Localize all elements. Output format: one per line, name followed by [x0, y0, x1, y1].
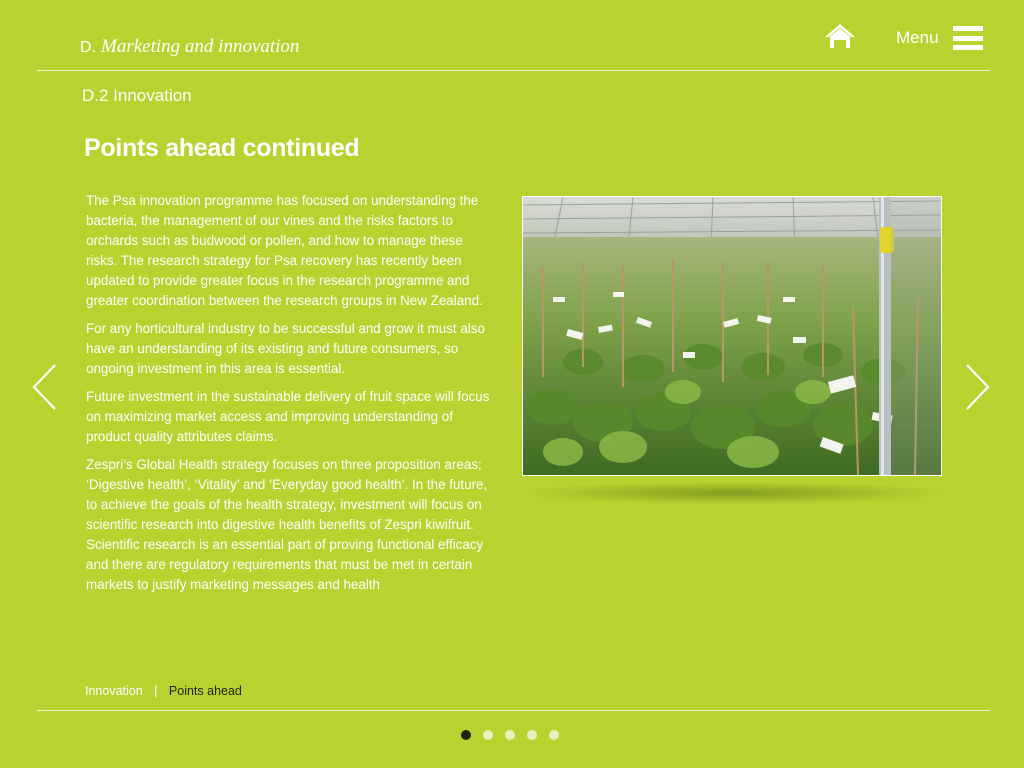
section-title — [80, 36, 299, 58]
section-name: Marketing and innovation — [101, 36, 300, 57]
header-divider — [37, 70, 990, 71]
paragraph: Zespri’s Global Health strategy focuses on three proposition areas; ‘Digestive health’, ‘Vitality’ and ‘Everyday good health’. In the future, to achieve the goals of the health strategy, investment will focus on scientific research into digestive health benefits of Zespri kiwifruit. Scientific research is an essential part of proving functional efficacy and there are regulatory requirements that must be met in certain markets to justify marketing messages and health — [86, 457, 488, 592]
next-page-button[interactable] — [962, 362, 992, 412]
photo-shadow — [528, 482, 938, 504]
greenhouse-image — [523, 197, 941, 475]
pagination — [461, 730, 559, 740]
paragraph: For any horticultural industry to be successful and grow it must also have an understanding of its existing and future consumers, so ongoing investment in this area is essential. — [86, 321, 485, 376]
menu-label: Menu — [896, 28, 939, 47]
footer-divider — [37, 710, 990, 711]
home-icon — [824, 22, 856, 50]
breadcrumb — [85, 684, 242, 698]
body-text — [86, 191, 496, 603]
breadcrumb-separator: | — [154, 684, 158, 698]
home-button[interactable] — [824, 22, 856, 50]
previous-page-button[interactable] — [30, 362, 60, 412]
pagination-dot[interactable] — [483, 730, 493, 740]
chevron-left-icon — [30, 362, 60, 412]
pagination-dot[interactable] — [461, 730, 471, 740]
chevron-right-icon — [962, 362, 992, 412]
paragraph: Future investment in the sustainable delivery of fruit space will focus on maximizing market access and improving understanding of product quality attributes claims. — [86, 389, 490, 444]
greenhouse-photo — [522, 196, 942, 476]
pagination-dot[interactable] — [549, 730, 559, 740]
section-code: D. — [80, 39, 96, 56]
breadcrumb-link-innovation[interactable]: Innovation — [85, 684, 143, 698]
hamburger-icon — [953, 26, 983, 50]
menu-button[interactable] — [896, 24, 983, 52]
subsection-title: D.2 Innovation — [82, 86, 192, 105]
paragraph: The Psa innovation programme has focused on understanding the bacteria, the management of our vines and the risks factors to orchards such as budwood or pollen, and how to manage these risks. The research strategy for Psa recovery has recently been updated to provide greater focus in the research programme and greater coordination between the research groups in New Zealand. — [86, 193, 483, 308]
pagination-dot[interactable] — [505, 730, 515, 740]
breadcrumb-current: Points ahead — [168, 684, 242, 698]
pagination-dot[interactable] — [527, 730, 537, 740]
page-title: Points ahead continued — [84, 134, 360, 162]
